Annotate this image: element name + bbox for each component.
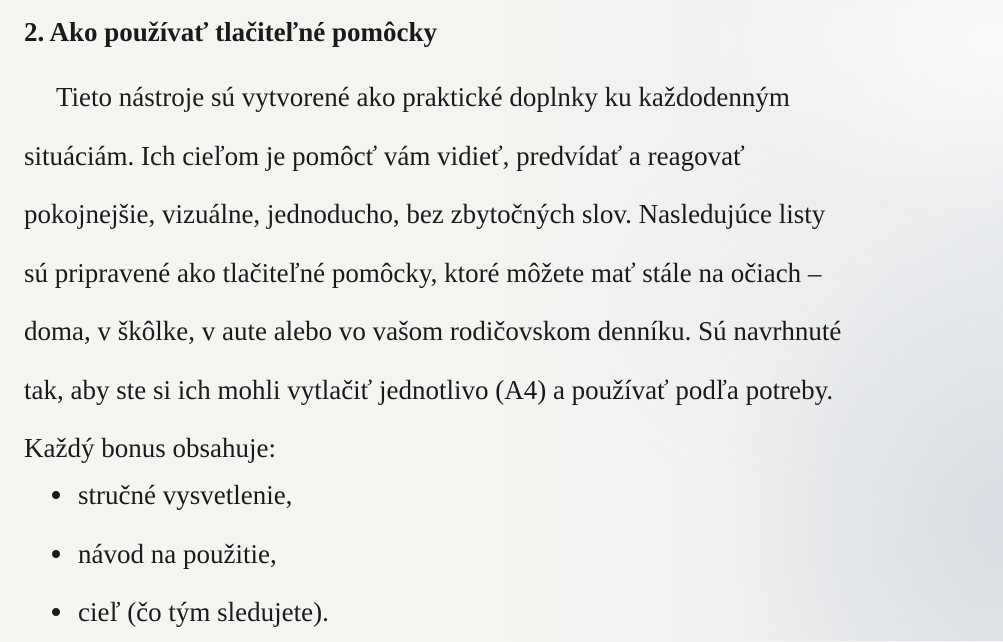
paragraph-line: sú pripravené ako tlačiteľné pomôcky, ktoré môžete mať stále na očiach – <box>24 257 822 288</box>
bullet-list <box>24 466 329 642</box>
bullet-item <box>24 466 329 525</box>
bullet-item <box>24 583 329 642</box>
paragraph-line: Každý bonus obsahuje: <box>24 433 276 463</box>
paragraph-line: doma, v škôlke, v aute alebo vo vašom rodičovskom denníku. Sú navrhnuté <box>24 316 842 346</box>
bullet-text: návod na použitie, <box>78 538 277 569</box>
body-paragraph <box>24 68 989 478</box>
paragraph-line: pokojnejšie, vizuálne, jednoducho, bez zbytočných slov. Nasledujúce listy <box>24 199 826 229</box>
bullet-icon <box>52 608 60 616</box>
bullet-text: stručné vysvetlenie, <box>78 480 293 510</box>
paragraph-line: situáciám. Ich cieľom je pomôcť vám vidieť, predvídať a reagovať <box>24 140 745 171</box>
bullet-item <box>24 525 329 584</box>
paragraph-line: tak, aby ste si ich mohli vytlačiť jednotlivo (A4) a používať podľa potreby. <box>24 374 834 405</box>
bullet-icon <box>52 491 60 499</box>
bullet-text: cieľ (čo tým sledujete). <box>78 597 329 627</box>
paragraph-line: Tieto nástroje sú vytvorené ako praktické doplnky ku každodenným <box>56 82 790 112</box>
bullet-icon <box>52 550 60 558</box>
section-heading: 2. Ako používať tlačiteľné pomôcky <box>24 17 437 47</box>
